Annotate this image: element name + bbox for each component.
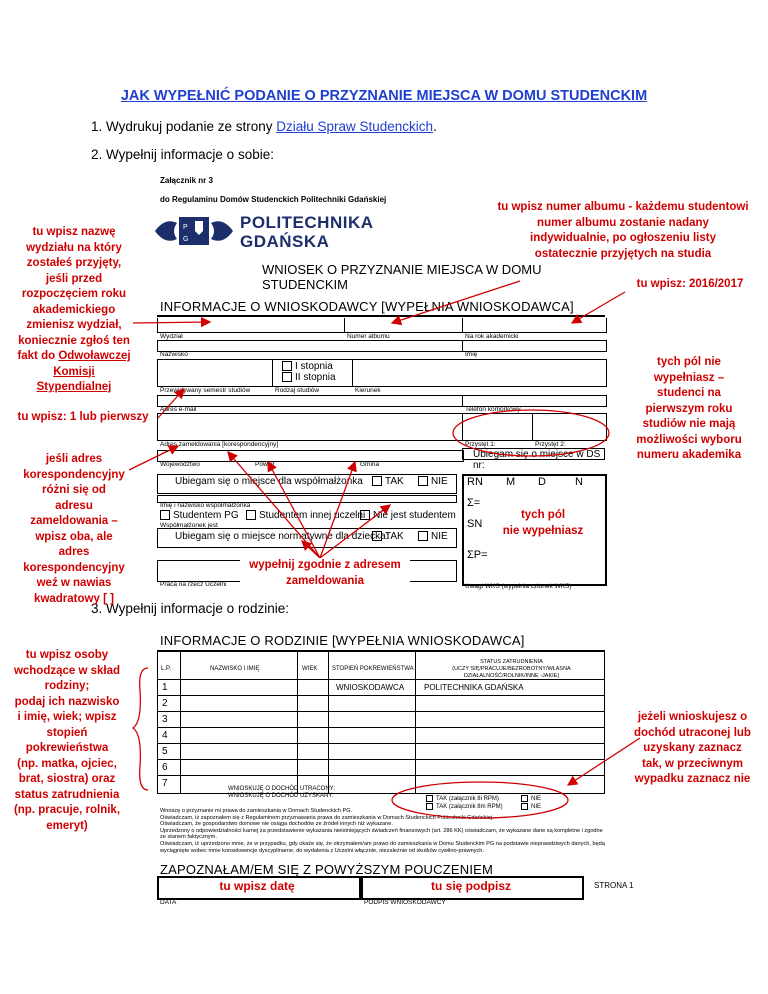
label-przystyst2: Przystęt 2: [535,441,566,448]
section-rodzina: INFORMACJE O RODZINIE [WYPEŁNIA WNIOSKODAWCA] [160,633,525,648]
dochod-utracony-option[interactable]: TAK (załącznik 8i RPM) [426,795,503,803]
svg-text:P: P [183,224,188,231]
option-stopnia-2[interactable]: II stopnia [282,372,336,383]
label-rok-akademicki: Na rok akademicki [465,333,519,340]
label-praca: Praca na rzecz Uczelni [160,581,227,588]
label-imie: Imię [465,351,478,358]
label-numer-albumu: Numer albumu [347,333,390,340]
logo-line2: GDAŃSKA [240,232,330,251]
label-telefon: Telefon komórkowy [465,406,521,413]
option-stopnia-1[interactable]: I stopnia [282,361,333,372]
label-kierunek: Kierunek [355,387,381,394]
wks-n: N [575,476,583,488]
step-1: 1. Wydrukuj podanie ze strony Działu Spraw Studenckich. [91,119,437,134]
label-email: Adres e-mail [160,406,197,413]
family-row-number: 1 [162,682,168,693]
ubiegam-wsp-text: Ubiegam się o miejsce dla współmałżonka [175,476,363,487]
label-uwagi-wks: Uwagi WKS (wypełnia członek WKS) [465,583,572,590]
zapoznalam-heading: ZAPOZNAŁAM/EM SIĘ Z POWYŻSZYM POUCZENIEM [160,862,494,877]
label-semestr: Przewidywany semestr studiów [160,387,251,394]
col-status: STATUS ZATRUDNIENIA (UCZY SIĘ/PRACUJE/BEZROBOTNY/WŁASNA DZIAŁALNOŚĆ/ROLNIK/INNE -JAKIE) [452,659,571,679]
annotation-podpis: tu się podpisz [430,879,511,893]
label-data: DATA [160,899,177,906]
col-wiek: WIEK [302,666,318,672]
section-wnioskodawca: INFORMACJE O WNIOSKODAWCY [WYPEŁNIA WNIOSKODAWCA] [160,299,574,314]
annotation-wydzial: tu wpisz nazwę wydziału na który zostałeś przyjęty, jeśli przed rozpoczęciem roku akademickiego zmienisz wydział, koniecznie zgłoś ten fakt do Odwoławczej Komisji Stypendialnej [17,226,131,393]
label-wydzial: Wydział [160,333,183,340]
family-row-number: 3 [162,714,168,725]
annotation-semestr: tu wpisz: 1 lub pierwszy [17,411,149,423]
dochod-utracony-nie[interactable]: NIE [521,795,541,803]
label-rodzaj: Rodzaj studiów [275,387,320,394]
dziecko-tak-option[interactable]: TAK [372,531,404,542]
option-student-inna[interactable]: Studentem innej uczelni [246,510,365,521]
wks-sigma: Σ= [467,497,481,509]
family-row-stopien[interactable]: WNIOSKODAWCA [336,683,405,692]
dochod-uzyskany-nie[interactable]: NIE [521,803,541,811]
logo-line1: POLITECHNIKA [240,213,374,232]
step-3: 3. Wypełnij informacje o rodzinie: [91,601,289,616]
wniosek-title-line1: WNIOSEK O PRZYZNANIE MIEJSCA W DOMU [262,262,542,277]
annotation-album: tu wpisz numer albumu - każdemu studentowi numer albumu zostanie nadany indywidualnie, po ogłoszeniu listy ostatecznie przyjętych na studia [497,201,749,260]
wks-d: D [538,476,546,488]
family-row-number: 7 [162,778,168,789]
regulamin-label: do Regulaminu Domów Studenckich Politechniki Gdańskiej [160,195,387,204]
strona-label: STRONA 1 [594,881,634,890]
wks-m: M [506,476,516,488]
page-title: JAK WYPEŁNIĆ PODANIE O PRZYZNANIE MIEJSCA W DOMU STUDENCKIM [120,88,648,104]
label-imie-wsp: Imię i nazwisko współmałżonka [160,502,251,509]
label-powiat: Powiat [255,461,275,468]
annotation-rodzina: tu wpisz osoby wchodzące w skład rodziny; podaj ich nazwisko i imię, wiek; wpisz stopień pokrewieństwa (np. matka, ojciec, brat, siostra) oraz status zatrudnienia (np. pracuje, rolnik, emeryt) [13,649,121,832]
annotation-zgodnie: wypełnij zgodnie z adresem zameldowania [240,558,410,589]
zalacznik-label: Załącznik nr 3 [160,176,213,185]
label-podpis: PODPIS WNIOSKODAWCY [364,899,446,906]
label-przystyst1: Przystęt 1: [465,441,496,448]
komisja-link[interactable]: Odwoławczej [58,350,131,362]
label-nazwisko: Nazwisko [160,351,188,358]
komisja-link[interactable]: Komisji [53,365,95,378]
option-student-pg[interactable]: Studentem PG [160,510,239,521]
dochod-labels: WNIOSKUJĘ O DOCHÓD UTRACONY: WNIOSKUJĘ O DOCHÓD UZYSKANY: [228,786,336,799]
annotation-adres: jeśli adres korespondencyjny różni się od adresu zameldowania – wpisz oba, ale adres korespondencyjny weź w nawias kwadratowy [ ] [23,453,125,605]
option-nie-student[interactable]: Nie jest studentem [360,510,456,521]
annotation-data: tu wpisz datę [219,879,295,893]
label-woj: Województwo [160,461,200,468]
komisja-link[interactable]: Stypendialnej [36,381,112,393]
wniosek-title-line2: STUDENCKIM [262,277,348,292]
wks-rn: RN [467,476,483,488]
svg-text:G: G [183,236,189,243]
wks-sigma-p: ΣP= [467,549,488,561]
legal-text: Wnoszę o przyznanie mi prawa do zamieszkania w Domach Studenckich PG. Oświadczam, iż zapoznałem się z Regulaminem przyznawania prawa do zamieszkania w Domach Studenckich Politechniki Gdańskiej. Oświadczam, że gospodarstwo domowe nie osiąga dochodów ze źródeł innych niż wykazane. Uprzedzony o odpowiedzialności karnej za przedstawienie wykazania nieistniejących świadczeń finansowych (art. 286 KK) oświadczam, że wykazane dane są kompletne i zgodne ze stanem faktycznym. Oświadczam, iż uprzedzono mnie, że w przypadku, gdy okaże się, że otrzymałem/am prawo do zamieszkania w Domu Studenckim PG na podstawie nieprawdziwych danych, będą wyciągnięte wobec mnie konsekwencje dyscyplinarne, do wydalenia z Uczelni włącznie, niezależnie od skutków cywilno-prawnych. [160,808,605,854]
ubiegam-dziecko-text: Ubiegam się o miejsce normatywne dla dziecka: [175,531,389,542]
label-gmina: Gmina [360,461,380,468]
family-row-status[interactable]: POLITECHNIKA GDAŃSKA [424,683,524,692]
step-2: 2. Wypełnij informacje o sobie: [91,147,274,162]
family-row-number: 6 [162,762,168,773]
annotation-nie-wypelniasz: tych pól nie wypełniasz – studenci na pierwszym roku studiów nie mają możliwości wyboru numeru akademika [636,356,742,461]
col-nazwisko: NAZWISKO I IMIĘ [210,666,260,672]
wsp-tak-option[interactable]: TAK [372,476,404,487]
family-row-number: 2 [162,698,168,709]
col-stopien: STOPIEŃ POKREWIEŃSTWA [332,666,414,672]
wks-sn: SN [467,518,483,530]
dochod-uzyskany-option[interactable]: TAK (załącznik 8m RPM) [426,803,503,811]
dzial-spraw-studenckich-link[interactable]: Działu Spraw Studenckich [276,119,434,134]
annotation-tych-pol: tych pól nie wypełniasz [502,509,584,537]
annotation-dochod: jeżeli wnioskujesz o dochód utraconej lub uzyskany zaznacz tak, w przeciwnym wypadku zaznacz nie [634,711,751,785]
annotation-rok: tu wpisz: 2016/2017 [636,278,744,290]
label-adres: Adres zameldowania [korespondencyjny] [160,441,279,448]
col-lp: L.P. [161,666,171,672]
label-wspolmalzonek-jest: Współmałżonek jest [160,522,218,529]
ubiegam-ds-box: Ubiegam się o miejsce w DS nr: [462,448,605,460]
dziecko-nie-option[interactable]: NIE [418,531,448,542]
family-row-number: 4 [162,730,168,741]
wsp-nie-option[interactable]: NIE [418,476,448,487]
family-row-number: 5 [162,746,168,757]
